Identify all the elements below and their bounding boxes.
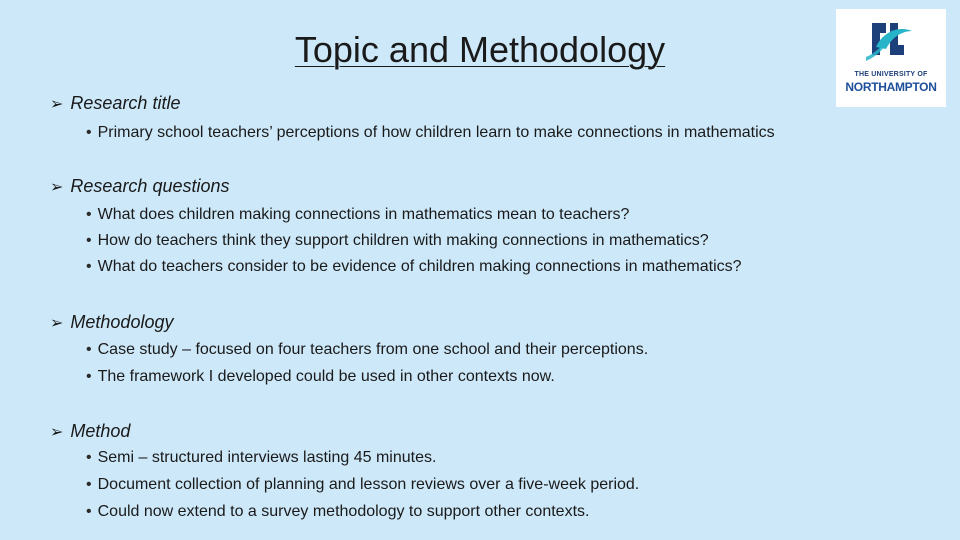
- bullet-icon: •: [86, 503, 92, 520]
- heading-text: Method: [70, 421, 131, 441]
- list-item-text: The framework I developed could be used in other contexts now.: [97, 368, 555, 385]
- heading-text: Research questions: [70, 176, 230, 196]
- arrow-bullet-icon: ➢: [50, 179, 64, 196]
- bullet-icon: •: [86, 368, 92, 385]
- section-heading-methodology: [50, 311, 173, 335]
- bullet-icon: •: [86, 124, 92, 141]
- list-item: [86, 475, 639, 495]
- bullet-icon: •: [86, 232, 92, 249]
- list-item-text: Case study – focused on four teachers from one school and their perceptions.: [97, 341, 649, 358]
- bullet-icon: •: [86, 258, 92, 275]
- list-item: [86, 340, 648, 360]
- arrow-bullet-icon: ➢: [50, 315, 64, 332]
- arrow-bullet-icon: ➢: [50, 96, 64, 113]
- list-item: [86, 123, 775, 143]
- list-item-text: Primary school teachers’ perceptions of how children learn to make connections in mathematics: [97, 124, 775, 141]
- bullet-icon: •: [86, 206, 92, 223]
- university-logo: [836, 9, 946, 107]
- northampton-emblem-icon: [862, 17, 920, 69]
- heading-text: Methodology: [70, 312, 174, 332]
- list-item-text: What do teachers consider to be evidence of children making connections in mathematics?: [97, 258, 742, 275]
- section-heading-method: [50, 420, 130, 444]
- list-item-text: What does children making connections in mathematics mean to teachers?: [97, 206, 630, 223]
- list-item: [86, 448, 436, 468]
- list-item: [86, 257, 742, 277]
- section-heading-research-title: [50, 92, 180, 116]
- bullet-icon: •: [86, 449, 92, 466]
- arrow-bullet-icon: ➢: [50, 424, 64, 441]
- list-item: [86, 502, 589, 522]
- slide-title: Topic and Methodology: [294, 29, 666, 70]
- heading-text: Research title: [70, 93, 181, 113]
- bullet-icon: •: [86, 341, 92, 358]
- logo-text-line1: THE UNIVERSITY OF: [854, 71, 928, 78]
- bullet-icon: •: [86, 476, 92, 493]
- list-item-text: Could now extend to a survey methodology to support other contexts.: [97, 503, 590, 520]
- logo-text-line2: NORTHAMPTON: [845, 80, 937, 94]
- list-item: [86, 367, 555, 387]
- section-heading-research-questions: [50, 175, 230, 199]
- list-item: [86, 205, 629, 225]
- list-item-text: How do teachers think they support children with making connections in mathematics?: [97, 232, 709, 249]
- list-item-text: Document collection of planning and lesson reviews over a five-week period.: [97, 476, 640, 493]
- list-item: [86, 231, 709, 251]
- list-item-text: Semi – structured interviews lasting 45 minutes.: [97, 449, 437, 466]
